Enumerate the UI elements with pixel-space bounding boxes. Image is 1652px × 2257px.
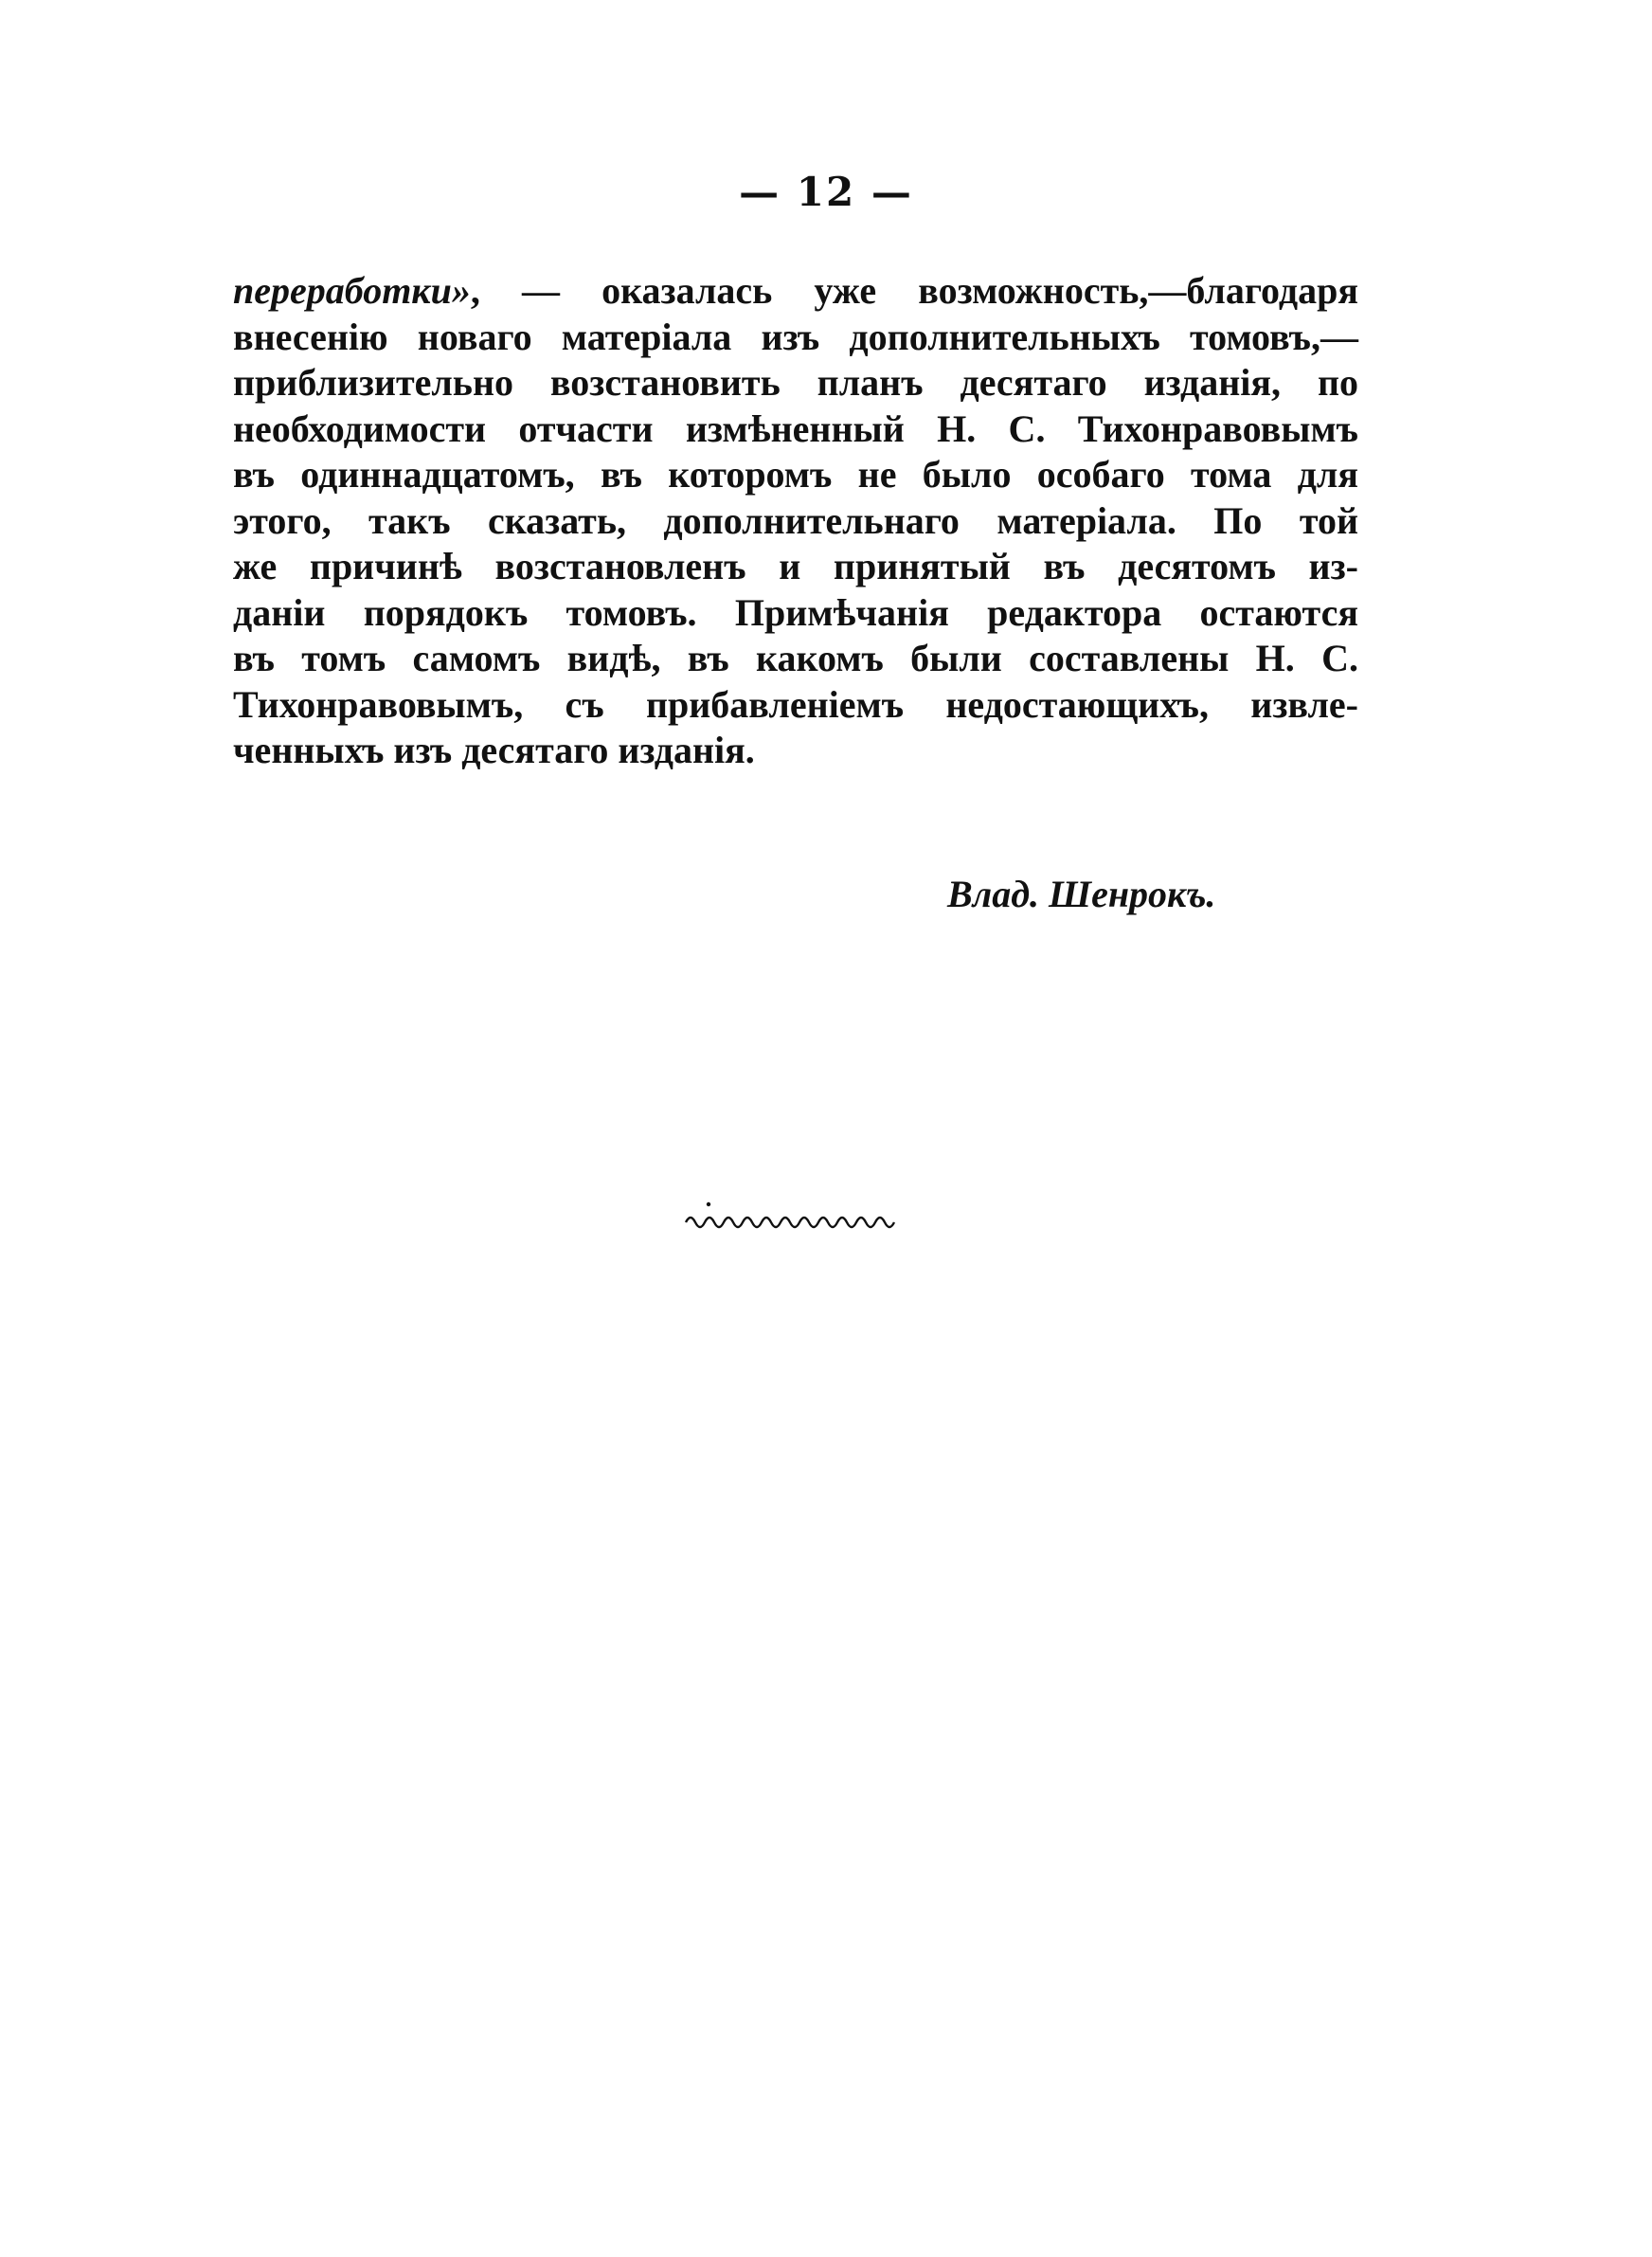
text-line-7: же причинѣ возстановленъ и принятый въ десятомъ из- — [233, 545, 1358, 587]
text-line-5: въ одиннадцатомъ, въ которомъ не было особаго тома для — [233, 453, 1358, 496]
body-paragraph — [233, 268, 1358, 774]
text-line-6: этого, такъ сказать, дополнительнаго матеріала. По той — [233, 498, 1358, 542]
author-signature: Влад. Шенрокъ. — [947, 873, 1216, 915]
page-number: — 12 — — [739, 169, 913, 215]
text-line-8: даніи порядокъ томовъ. Примѣчанія редактора остаются — [233, 590, 1358, 634]
wavy-ornament-icon — [682, 1196, 900, 1230]
text-line-9: въ томъ самомъ видѣ, въ какомъ были составлены Н. С. — [233, 637, 1358, 679]
line-text: , — оказалась уже возможность,—благодаря — [470, 269, 1358, 312]
text-line-1 — [233, 268, 1358, 315]
text-line-4: необходимости отчасти измѣненный Н. С. Тихонравовымъ — [233, 406, 1358, 450]
text-line-2: внесенію новаго матеріала изъ дополнительныхъ томовъ,— — [233, 315, 1358, 358]
text-line-10: Тихонравовымъ, съ прибавленіемъ недостающихъ, извле- — [233, 682, 1358, 726]
italic-word: переработки» — [233, 269, 471, 312]
text-line-11: ченныхъ изъ десятаго изданія. — [233, 729, 755, 771]
text-line-3: приблизительно возстановить планъ десятаго изданія, по — [233, 361, 1358, 404]
